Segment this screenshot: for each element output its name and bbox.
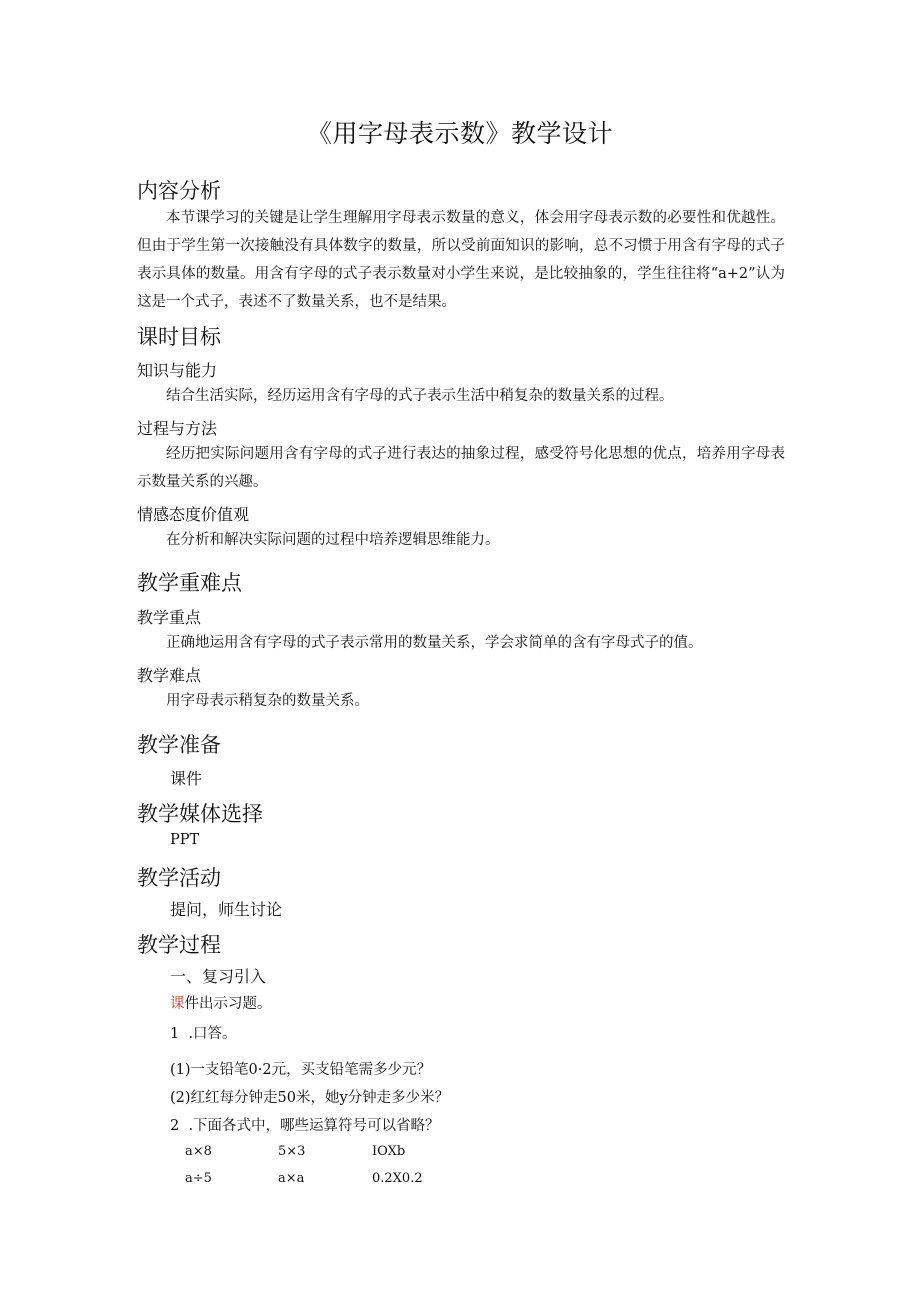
subheading-process-method: 过程与方法 — [137, 419, 218, 438]
question-2: 2 .下面各式中，哪些运算符号可以省略？ — [170, 1118, 440, 1134]
emotion-paragraph: 在分析和解决实际问题的过程中培养逻辑思维能力。 — [166, 532, 500, 548]
subheading-emotion: 情感态度价值观 — [137, 505, 250, 524]
expression-cell: a÷5 — [185, 1171, 212, 1186]
courseware-highlight: 课 — [170, 996, 185, 1012]
heading-key-points: 教学重难点 — [137, 571, 242, 595]
question-1a: (1)一支铅笔0·2元，买支铅笔需多少元？ — [170, 1062, 432, 1078]
heading-preparation: 教学准备 — [137, 733, 221, 757]
subheading-knowledge: 知识与能力 — [137, 361, 218, 380]
question-1: 1 .口答。 — [170, 1026, 237, 1042]
knowledge-paragraph: 结合生活实际，经历运用含有字母的式子表示生活中稍复杂的数量关系的过程。 — [166, 388, 674, 404]
courseware-line — [170, 992, 272, 1013]
content-analysis-paragraph: 本节课学习的关键是让学生理解用字母表示数量的意义，体会用字母表示数的必要性和优越性。但由于学生第一次接触没有具体数字的数量，所以受前面知识的影响，总不习惯于用含有字母的式子表示具体的数量。用含有字母的式子表示数量对小学生来说，是比较抽象的，学生往往将“a+2”认为这是一个式子，表述不了数量关系，也不是结果。 — [137, 210, 785, 310]
process-method-paragraph: 经历把实际问题用含有字母的式子进行表达的抽象过程，感受符号化思想的优点，培养用字母表示数量关系的兴趣。 — [137, 446, 785, 490]
media-text: PPT — [170, 832, 200, 848]
expression-cell: 5×3 — [278, 1144, 306, 1159]
focus-paragraph: 正确地运用含有字母的式子表示常用的数量关系，学会求简单的含有字母式子的值。 — [166, 635, 703, 651]
step-review-intro: 一、复习引入 — [170, 967, 267, 986]
activity-text: 提问，师生讨论 — [170, 900, 283, 919]
difficulty-paragraph: 用字母表示稍复杂的数量关系。 — [166, 693, 369, 709]
heading-activity: 教学活动 — [137, 866, 221, 890]
heading-objectives: 课时目标 — [137, 325, 221, 349]
document-title: 《用字母表示数》教学设计 — [306, 119, 613, 148]
courseware-rest: 件出示习题。 — [184, 996, 272, 1012]
preparation-text: 课件 — [170, 769, 203, 788]
subheading-difficulty: 教学难点 — [137, 666, 202, 685]
expression-cell: a×8 — [185, 1144, 212, 1159]
heading-content-analysis: 内容分析 — [137, 179, 221, 203]
heading-process: 教学过程 — [137, 933, 221, 957]
expression-cell: IOXb — [372, 1144, 406, 1159]
expression-cell: 0.2X0.2 — [372, 1171, 423, 1186]
question-1b: (2)红红每分钟走50米，她y分钟走多少米？ — [170, 1090, 450, 1106]
subheading-focus: 教学重点 — [137, 608, 202, 627]
expression-cell: a×a — [278, 1171, 305, 1186]
heading-media: 教学媒体选择 — [137, 802, 263, 826]
